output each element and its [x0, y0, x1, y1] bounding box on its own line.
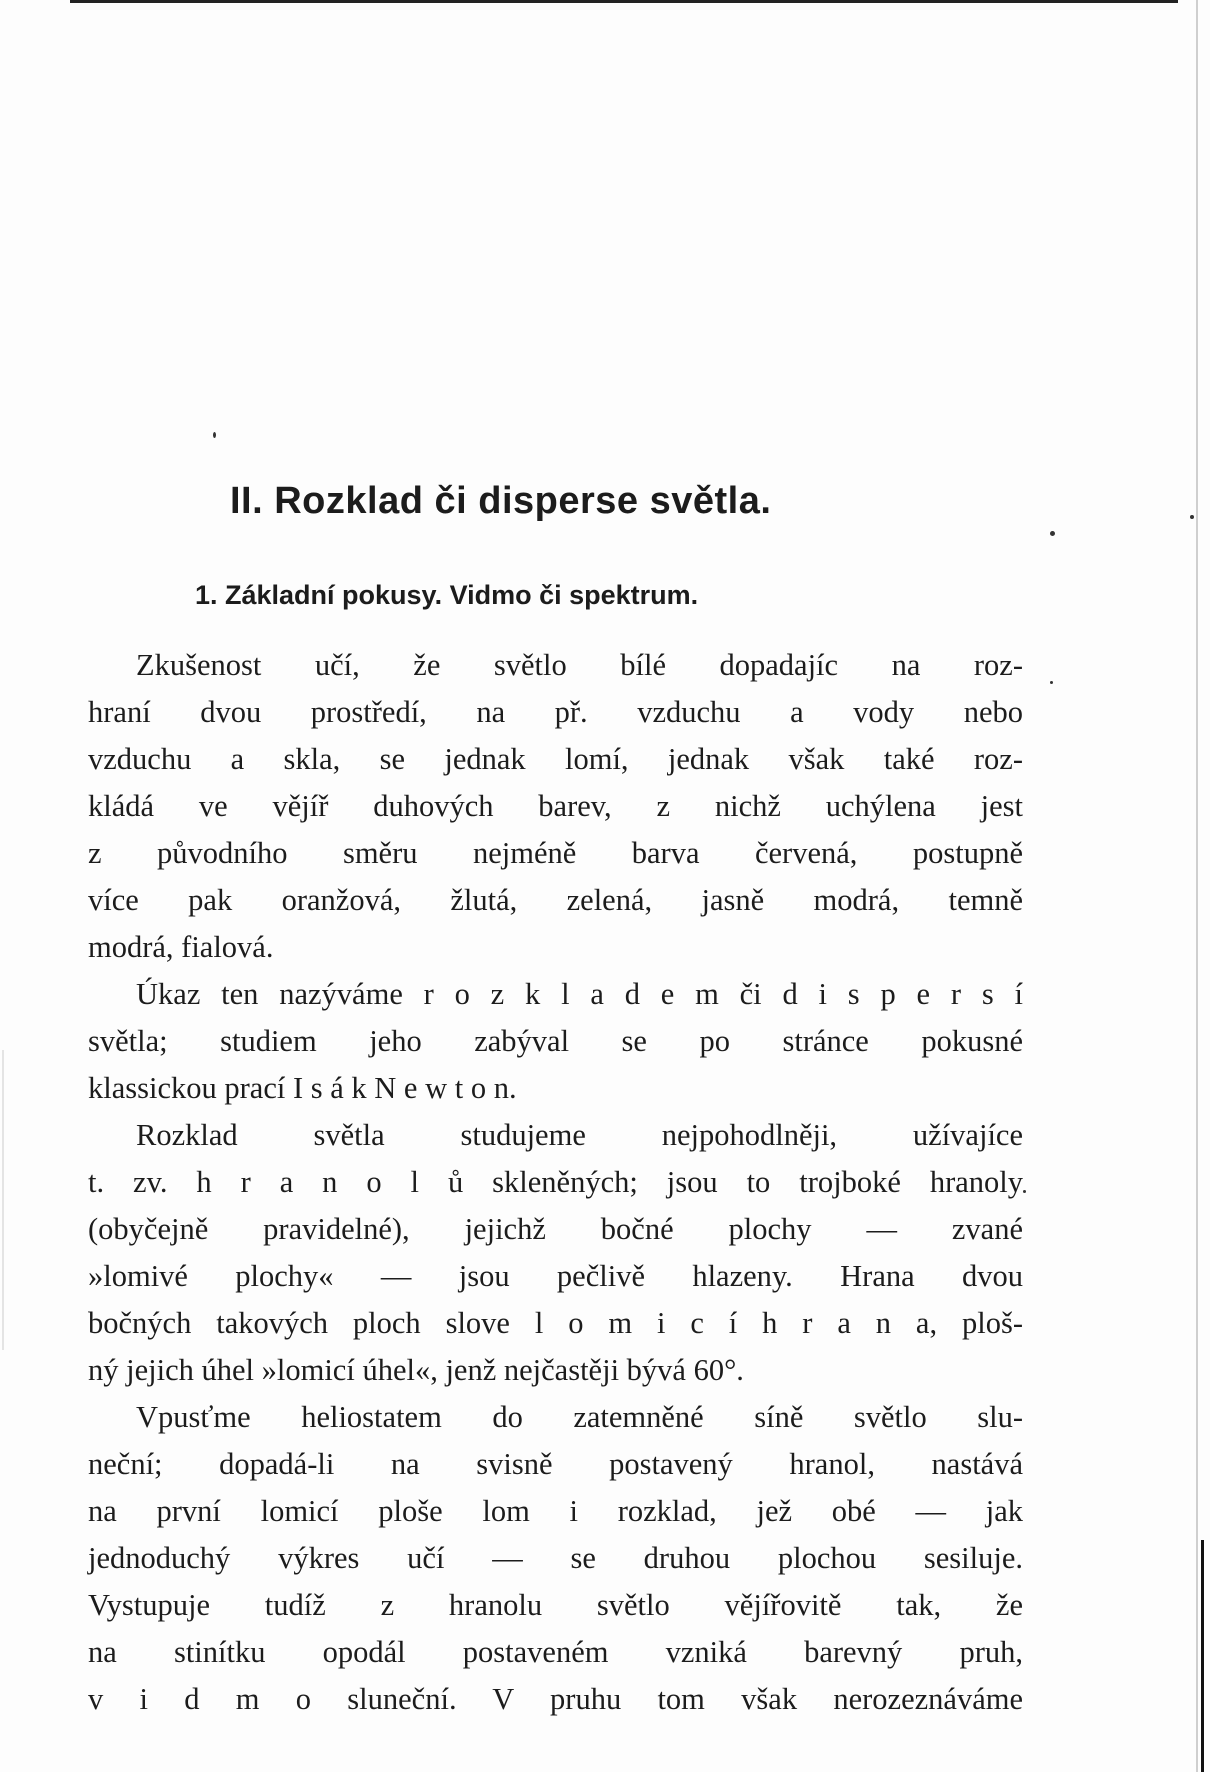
- text-line: na první lomicí ploše lom i rozklad, jež obé — jak: [88, 1494, 1023, 1528]
- text-line: v i d m o sluneční. V pruhu tom však nerozeznáváme: [88, 1682, 1023, 1716]
- ink-speck: [1190, 515, 1194, 519]
- page-right-edge: [1196, 0, 1198, 1772]
- ink-speck: [1023, 1190, 1026, 1193]
- text-line: Vpusťme heliostatem do zatemněné síně světlo slu-: [136, 1400, 1023, 1434]
- page-left-edge-mark: [2, 1050, 4, 1350]
- text-line: klassickou prací I s á k N e w t o n.: [88, 1071, 517, 1105]
- text-line: t. zv. h r a n o l ů skleněných; jsou to trojboké hranoly: [88, 1165, 1023, 1199]
- text-line: neční; dopadá-li na svisně postavený hranol, nastává: [88, 1447, 1023, 1481]
- text-line: Vystupuje tudíž z hranolu světlo vějířovitě tak, že: [88, 1588, 1023, 1622]
- text-line: z původního směru nejméně barva červená, postupně: [88, 836, 1023, 870]
- text-line: více pak oranžová, žlutá, zelená, jasně modrá, temně: [88, 883, 1023, 917]
- ink-speck: [1050, 531, 1055, 536]
- text-line: kládá ve vějíř duhových barev, z nichž uchýlena jest: [88, 789, 1023, 823]
- text-line: Úkaz ten nazýváme r o z k l a d e m či d i s p e r s í: [136, 977, 1023, 1011]
- top-border-line: [70, 0, 1178, 3]
- text-line: hraní dvou prostředí, na př. vzduchu a vody nebo: [88, 695, 1023, 729]
- text-line: jednoduchý výkres učí — se druhou plochou sesiluje.: [88, 1541, 1023, 1575]
- section-title: 1. Základní pokusy. Vidmo či spektrum.: [195, 580, 699, 610]
- text-line: na stinítku opodál postaveném vzniká barevný pruh,: [88, 1635, 1023, 1669]
- text-line: modrá, fialová.: [88, 930, 274, 964]
- text-line: (obyčejně pravidelné), jejichž bočné plochy — zvané: [88, 1212, 1023, 1246]
- page-right-edge-shadow: [1201, 1540, 1204, 1772]
- text-line: bočných takových ploch slove l o m i c í h r a n a, ploš-: [88, 1306, 1023, 1340]
- body-text: [88, 642, 1023, 1723]
- text-line: ný jejich úhel »lomicí úhel«, jenž nejčastěji bývá 60°.: [88, 1353, 744, 1387]
- text-line: Rozklad světla studujeme nejpohodlněji, užívajíce: [136, 1118, 1023, 1152]
- chapter-title: II. Rozklad či disperse světla.: [230, 480, 772, 522]
- ink-speck: [213, 432, 216, 438]
- text-line: »lomivé plochy« — jsou pečlivě hlazeny. Hrana dvou: [88, 1259, 1023, 1293]
- text-line: světla; studiem jeho zabýval se po stránce pokusné: [88, 1024, 1023, 1058]
- ink-speck: [1050, 681, 1053, 684]
- text-line: vzduchu a skla, se jednak lomí, jednak však také roz-: [88, 742, 1023, 776]
- text-line: Zkušenost učí, že světlo bílé dopadajíc na roz-: [136, 648, 1023, 682]
